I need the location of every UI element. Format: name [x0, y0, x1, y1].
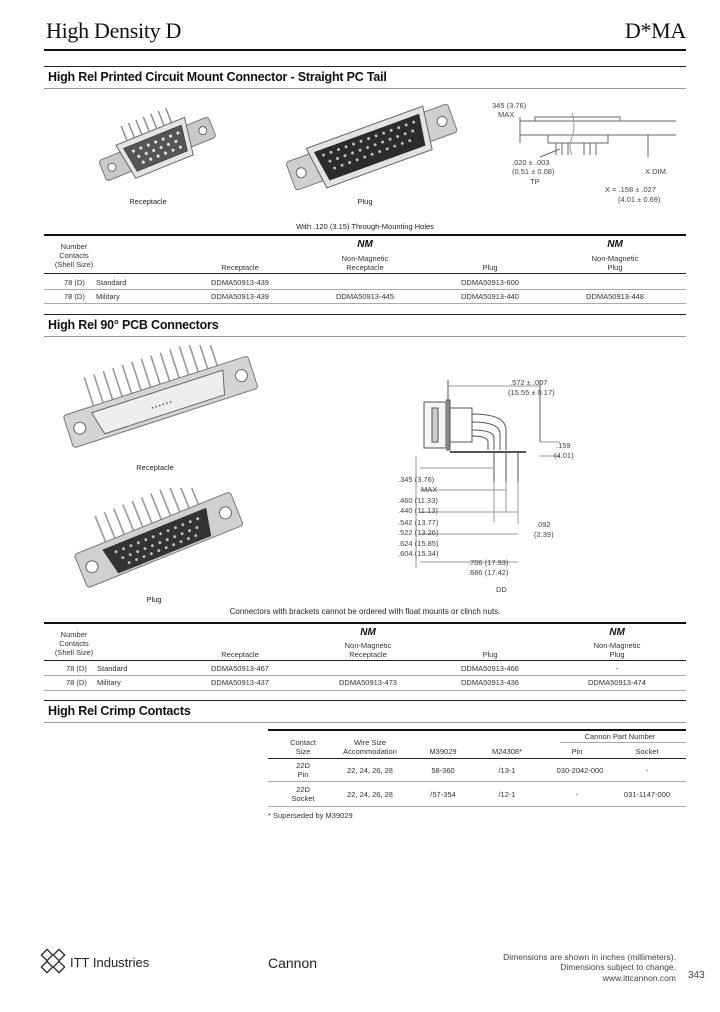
- s1-x-eq-mm: (4.01 ± 0.69): [618, 195, 661, 204]
- s1-col-plug: Plug: [482, 263, 498, 272]
- s1-row2-nm-receptacle: DDMA50913-445: [336, 292, 394, 301]
- s1-row1-plug: DDMA50913-600: [461, 278, 519, 287]
- s3-row2-size: 22D Socket: [291, 785, 315, 803]
- s3-row2-m39029: /57-354: [430, 790, 456, 799]
- section1-plug-caption: Plug: [357, 197, 373, 206]
- s3-col-socket: Socket: [635, 747, 659, 756]
- s2-row-line: [44, 675, 686, 676]
- s2-row2-type: Military: [97, 678, 121, 687]
- s1-col-contacts: Number Contacts (Shell Size): [54, 242, 94, 269]
- s1-row1-type: Standard: [96, 278, 127, 287]
- s2-left-dim-5: .542 (13.77): [398, 518, 439, 527]
- s3-table-top: [268, 729, 686, 731]
- section2-top-rule: [44, 314, 686, 315]
- s2-r-dim-mm: (2.39): [534, 530, 554, 539]
- s1-x-dim-label: X DIM.: [645, 167, 668, 176]
- s2-row1-nm-plug: -: [615, 664, 619, 673]
- s1-nm1-sub: Non-Magnetic Receptacle: [341, 254, 389, 272]
- s1-row1-contacts: 78 (D): [64, 278, 85, 287]
- footer-note2: Dimensions subject to change.: [560, 962, 676, 972]
- section2-title-rule: [44, 336, 686, 337]
- s1-row2-contacts: 78 (D): [64, 292, 85, 301]
- section1-title: High Rel Printed Circuit Mount Connector - Straight PC Tail: [48, 70, 387, 84]
- s1-dim-tail-label: TP: [530, 177, 540, 186]
- footer-company: ITT Industries: [70, 955, 150, 970]
- s2-nm2-sub: Non-Magnetic Plug: [593, 641, 641, 659]
- s3-row1-size: 22D Pin: [296, 761, 310, 779]
- s1-col-receptacle: Receptacle: [221, 263, 259, 272]
- footer-brand: Cannon: [268, 955, 318, 971]
- s3-header-line: [268, 758, 686, 759]
- s2-r-dim: .092: [536, 520, 551, 529]
- s3-col-pin: Pin: [571, 747, 583, 756]
- s3-row1-pin: 030-2042-000: [556, 766, 604, 775]
- s3-row1-wire: 22, 24, 26, 28: [347, 766, 393, 775]
- s3-row1-socket: -: [645, 766, 649, 775]
- s1-row-line: [44, 289, 686, 290]
- section3-title-rule: [44, 722, 686, 723]
- header-right-title: D*MA: [624, 18, 686, 43]
- section3-top-rule: [44, 700, 686, 701]
- footer-note1: Dimensions are shown in inches (millimeters).: [503, 952, 676, 962]
- s1-nm1: NM: [357, 239, 373, 250]
- footer-url[interactable]: www.ittcannon.com: [602, 973, 676, 983]
- s3-row1-m39029: 58-360: [431, 766, 455, 775]
- s2-bottom-label: DD: [496, 585, 507, 594]
- s3-col-m24308: M24308*: [491, 747, 523, 756]
- s1-dim-tail-mm: (0.51 ± 0.08): [512, 167, 555, 176]
- s2-col-plug: Plug: [482, 650, 498, 659]
- section2-receptacle-caption: Receptacle: [136, 463, 174, 472]
- s1-table-bottom: [44, 303, 686, 304]
- s2-row1-plug: DDMA50913-466: [461, 664, 519, 673]
- s2-left-dim-7: .624 (15.85): [398, 539, 439, 548]
- s1-row1-receptacle: DDMA50913-439: [211, 278, 269, 287]
- section1-top-rule: [44, 66, 686, 67]
- s2-bottom-dim-1: .706 (17.93): [468, 558, 509, 567]
- s2-nm1: NM: [360, 627, 376, 638]
- s3-col-m39029: M39029: [429, 747, 457, 756]
- s2-nm2: NM: [609, 627, 625, 638]
- s3-group-line: [560, 742, 686, 743]
- s3-row2-wire: 22, 24, 26, 28: [347, 790, 393, 799]
- s3-row2-pin: -: [575, 790, 579, 799]
- s1-nm2: NM: [607, 239, 623, 250]
- s3-row1-m24308: /13-1: [498, 766, 516, 775]
- s1-dim-max: 345 (3.76): [492, 101, 527, 110]
- receptacle-straight-photo: [92, 100, 222, 195]
- s2-right-dim: .159: [556, 441, 571, 450]
- s2-row2-nm-receptacle: DDMA50913-473: [339, 678, 397, 687]
- s3-row-line: [268, 781, 686, 782]
- section2-title: High Rel 90° PCB Connectors: [48, 318, 219, 332]
- s1-header-line: [44, 273, 686, 274]
- s2-header-line: [44, 660, 686, 661]
- footer-page-number: 343: [688, 970, 705, 981]
- s3-row2-m24308: /12-1: [498, 790, 516, 799]
- svg-text:▪ ▪ ▪ ▪ ▪ ▪: ▪ ▪ ▪ ▪ ▪ ▪: [150, 399, 173, 412]
- plug-straight-photo: [280, 100, 465, 195]
- itt-logo-icon: [40, 948, 66, 974]
- s3-col-size: Contact Size: [290, 738, 316, 756]
- section1-table-note: With .120 (3.15) Through-Mounting Holes: [296, 222, 434, 231]
- s2-right-dim-mm: (4.01): [554, 451, 574, 460]
- s3-col-wire: Wire Size Accommodation: [343, 738, 397, 756]
- s2-left-dim-8: .604 (15.34): [398, 549, 439, 558]
- s2-nm1-sub: Non-Magnetic Receptacle: [344, 641, 392, 659]
- section1-receptacle-caption: Receptacle: [129, 197, 167, 206]
- s2-table-bottom: [44, 690, 686, 691]
- s2-row2-contacts: 78 (D): [66, 678, 87, 687]
- s3-group-header: Cannon Part Number: [584, 732, 656, 741]
- s3-table-bottom: [268, 806, 686, 807]
- s1-dim-max-label: MAX: [498, 110, 515, 119]
- s2-row1-contacts: 78 (D): [66, 664, 87, 673]
- section1-title-rule: [44, 88, 686, 89]
- s1-row2-receptacle: DDMA50913-439: [211, 292, 269, 301]
- s2-row1-type: Standard: [97, 664, 128, 673]
- section2-table-top-rule: [44, 622, 686, 624]
- s3-footnote: * Superseded by M39029: [268, 811, 353, 820]
- s2-row2-plug: DDMA50913-436: [461, 678, 519, 687]
- s2-col-receptacle: Receptacle: [221, 650, 259, 659]
- header-rule: [44, 49, 686, 51]
- s3-row2-socket: 031-1147-000: [623, 790, 671, 799]
- header-left-title: High Density D: [46, 18, 182, 43]
- s2-row1-receptacle: DDMA50913-467: [211, 664, 269, 673]
- s2-left-dim-4: .440 (11.13): [398, 506, 438, 515]
- s1-dim-tail: .020 ± .003: [512, 158, 550, 167]
- s2-left-dim-6: .522 (13.26): [398, 528, 439, 537]
- s2-top-dim-mm: (15.55 ± 0.17): [508, 388, 555, 397]
- section2-plug-caption: Plug: [146, 595, 162, 604]
- section1-table-top-rule: [44, 234, 686, 236]
- s1-row2-plug: DDMA50913-440: [461, 292, 519, 301]
- s2-left-dim-3: .460 (11.33): [398, 496, 438, 505]
- receptacle-90-photo: [55, 345, 265, 455]
- s1-nm2-sub: Non-Magnetic Plug: [591, 254, 639, 272]
- s2-row2-receptacle: DDMA50913-437: [211, 678, 269, 687]
- s2-col-contacts: Number Contacts (Shell Size): [54, 630, 94, 657]
- plug-90-photo: [68, 488, 248, 588]
- s2-top-dim: .572 ± .007: [510, 378, 548, 387]
- section2-table-note: Connectors with brackets cannot be ordered with float mounts or clinch nuts.: [229, 607, 501, 616]
- s2-left-dim-1: .345 (3.76): [398, 475, 435, 484]
- s1-row2-nm-plug: DDMA50913-448: [586, 292, 644, 301]
- s1-row2-type: Military: [96, 292, 120, 301]
- s1-x-eq: X = .158 ± .027: [605, 185, 657, 194]
- section3-title: High Rel Crimp Contacts: [48, 704, 191, 718]
- s2-left-dim-2: MAX: [421, 485, 438, 494]
- s2-row2-nm-plug: DDMA50913-474: [588, 678, 646, 687]
- s2-bottom-dim-2: .686 (17.42): [468, 568, 509, 577]
